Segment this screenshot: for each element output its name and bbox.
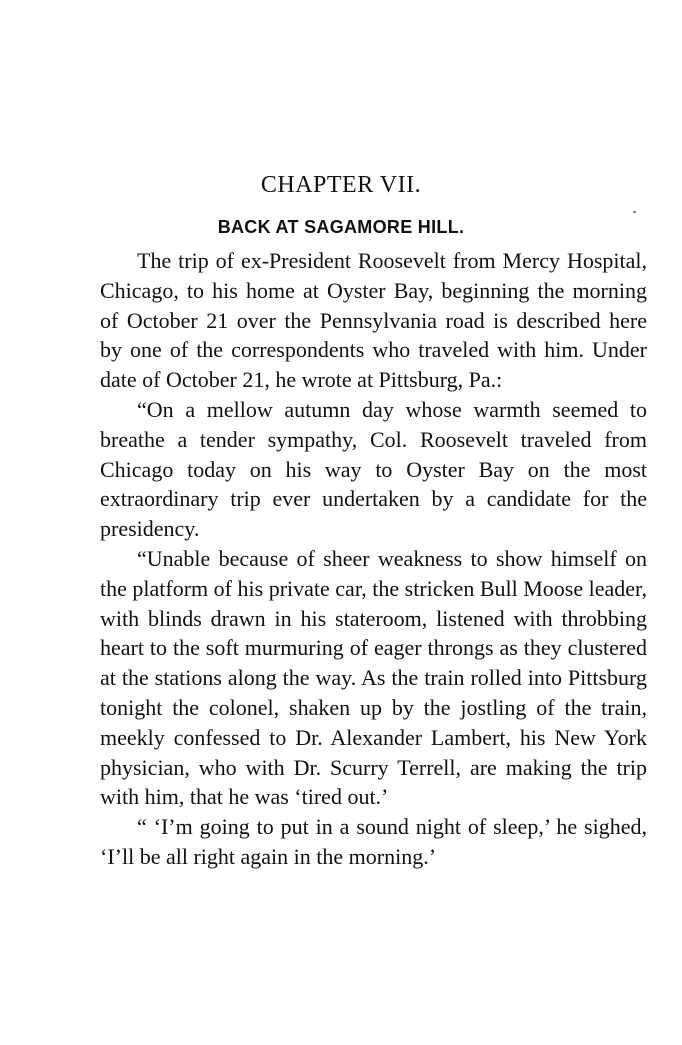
paragraph-3: “Unable because of sheer weakness to show himself on the platform of his private car, the stricken Bull Moose leader, with blinds drawn in his stateroom, listened with throbbing heart to the soft murmuring of eager throngs as they clustered at the stations along the way. As the train rolled into Pittsburg tonight the colonel, shaken up by the jostling of the train, meekly confessed to Dr. Alexander Lambert, his New York physician, who with Dr. Scurry Terrell, are making the trip with him, that he was ‘tired out.’ bbox=[100, 545, 647, 810]
chapter-title: BACK AT SAGAMORE HILL. bbox=[217, 217, 465, 237]
paragraph-2: “On a mellow autumn day whose warmth seemed to breathe a tender sympathy, Col. Roosevelt traveled from Chicago today on his way to Oyster Bay on the most extraordinary trip ever undertaken by a candidate for the presidency. bbox=[100, 396, 647, 542]
chapter-body bbox=[100, 246, 647, 872]
paragraph-4: “ ‘I’m going to put in a sound night of sleep,’ he sighed, ‘I’ll be all right again in the morning.’ bbox=[100, 814, 647, 869]
paragraph-1: The trip of ex-President Roosevelt from Mercy Hospital, Chicago, to his home at Oyster Bay, beginning the morning of October 21 over the Pennsylvania road is described here by one of the correspondents who traveled with him. Under date of October 21, he wrote at Pittsburg, Pa.: bbox=[100, 248, 647, 393]
chapter-number: CHAPTER VII. bbox=[260, 172, 422, 198]
ink-speck bbox=[633, 211, 636, 213]
